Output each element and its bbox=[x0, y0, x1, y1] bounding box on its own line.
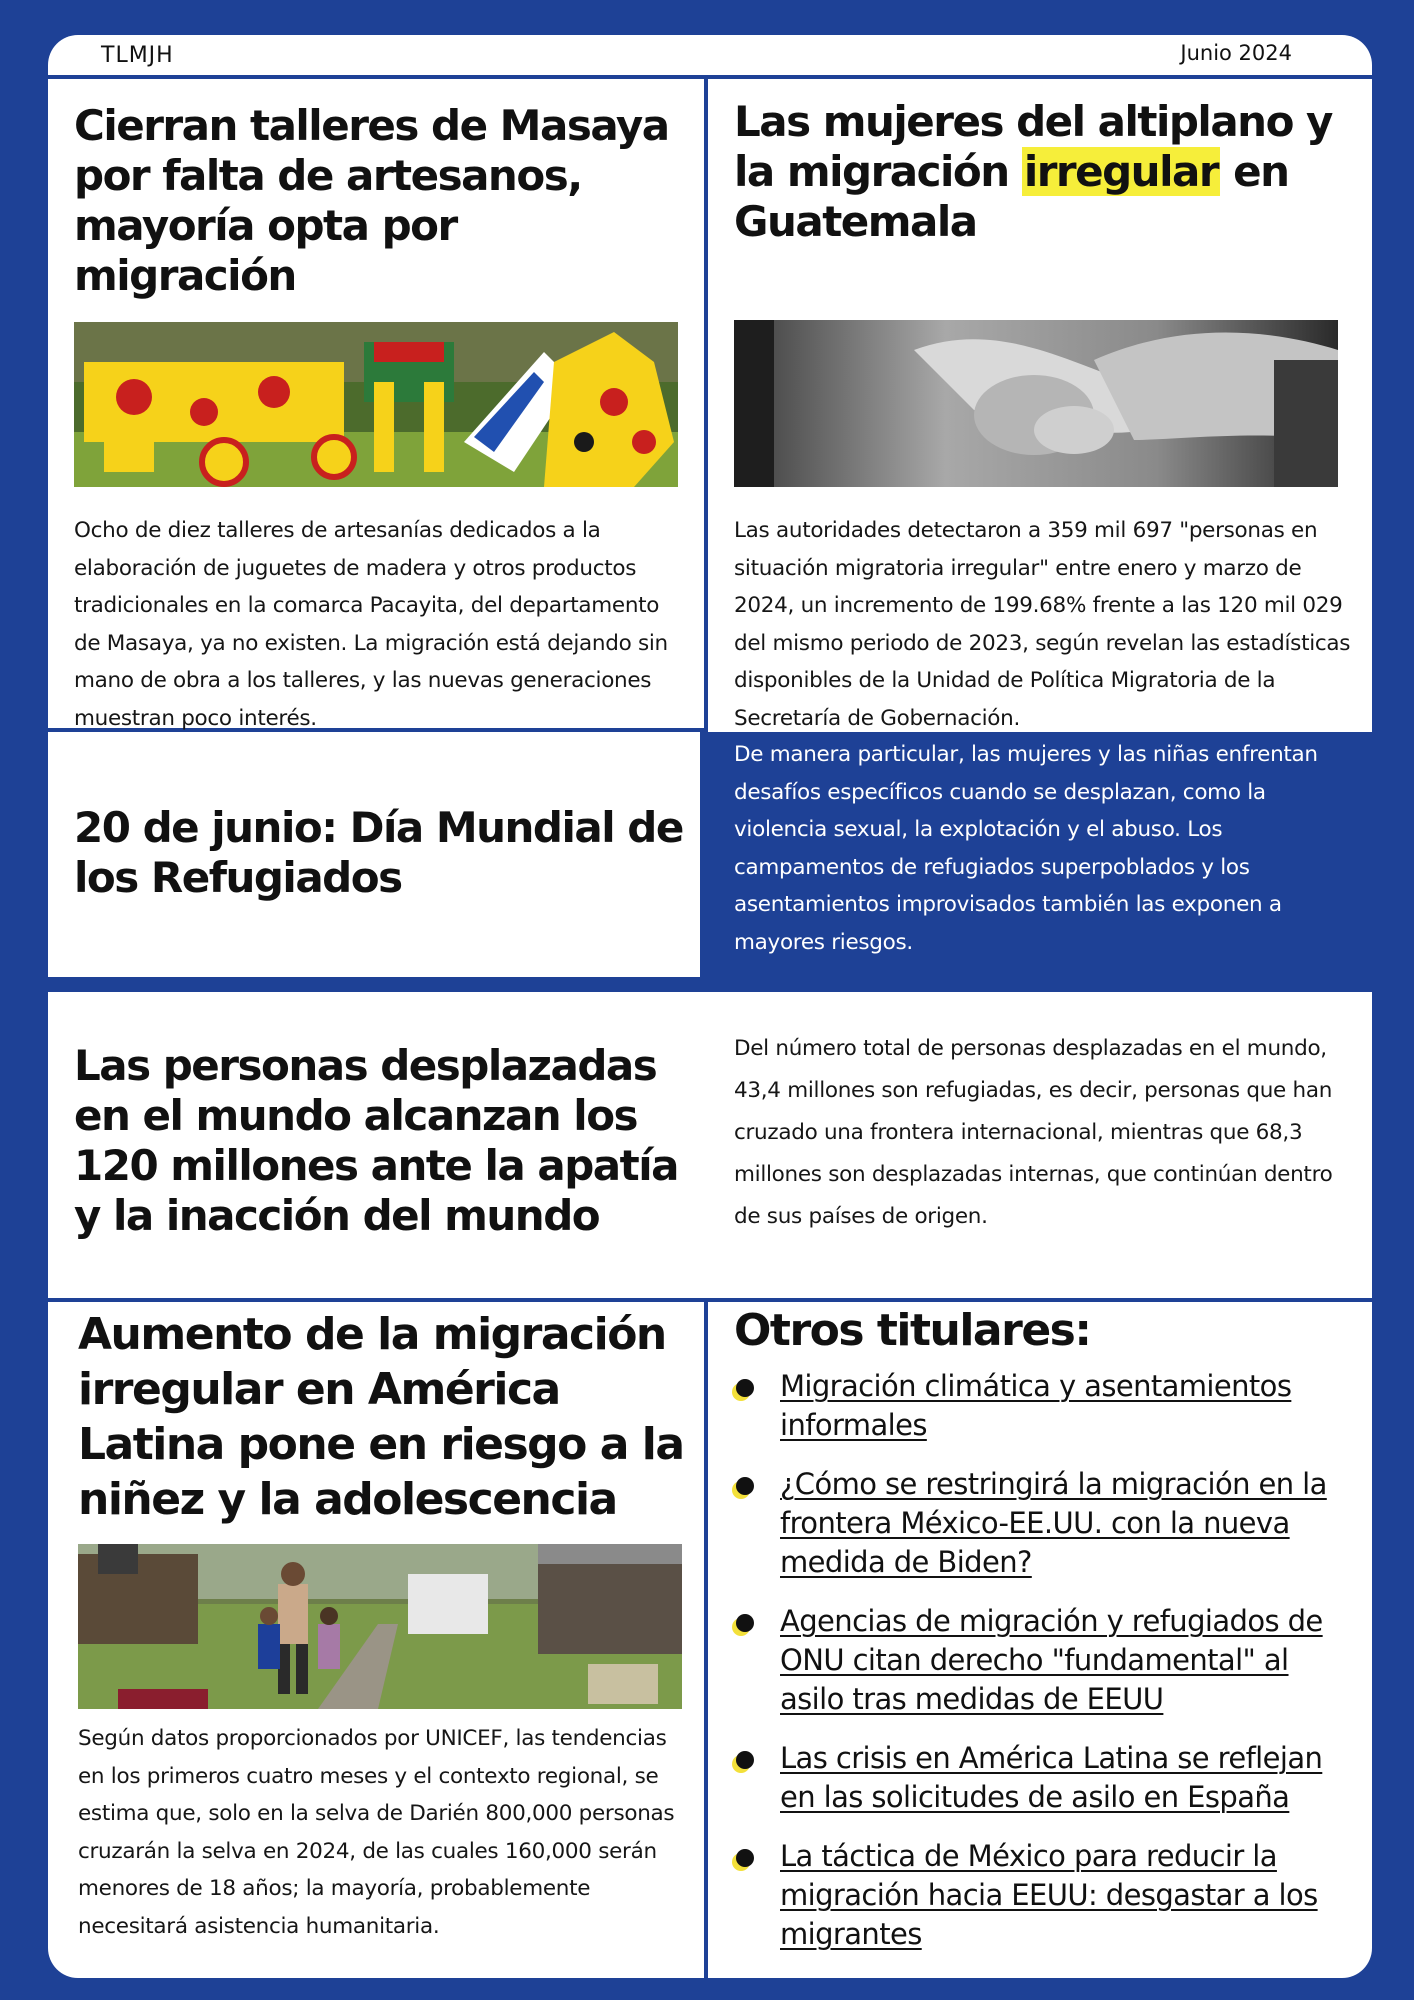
highlighted-word: irregular bbox=[1023, 147, 1219, 196]
bullet-icon bbox=[736, 1849, 754, 1867]
brand-name: TLMJH bbox=[101, 43, 174, 68]
list-item bbox=[734, 1739, 1350, 1817]
refugee-day-panel-blue bbox=[712, 732, 1372, 980]
headline-link-5[interactable]: La táctica de México para reducir la migración hacia EEUU: desgastar a los migrantes bbox=[780, 1839, 1318, 1951]
newsletter-page bbox=[48, 35, 1372, 1978]
article-altiplano-title[interactable] bbox=[734, 97, 1344, 247]
list-item bbox=[734, 1837, 1350, 1954]
refugee-day-body: De manera particular, las mujeres y las niñas enfrentan desafíos específicos cuando se desplazan, como la violencia sexual, la explotación y el abuso. Los campamentos de refugiados superpoblados y los asentamientos improvisados también las exponen a mayores riesgos. bbox=[734, 742, 1318, 955]
refugee-day-title[interactable]: 20 de junio: Día Mundial de los Refugiados bbox=[74, 803, 683, 902]
row-divider-3 bbox=[48, 1298, 1372, 1302]
latam-migration-body: Según datos proporcionados por UNICEF, las tendencias en los primeros cuatro meses y el contexto regional, se estima que, solo en la selva de Darién 800,000 personas cruzarán la selva en 2024, de las cuales 160,000 serán menores de 18 años; la mayoría, probablemente necesitará asistencia humanitaria. bbox=[78, 1726, 675, 1939]
list-item bbox=[734, 1602, 1350, 1719]
band-gap bbox=[700, 732, 712, 980]
bullet-icon bbox=[736, 1477, 754, 1495]
latam-migration-image bbox=[78, 1544, 682, 1709]
other-headlines-title: Otros titulares: bbox=[734, 1305, 1091, 1356]
bullet-icon bbox=[736, 1614, 754, 1632]
latam-migration-title[interactable]: Aumento de la migración irregular en América Latina pone en riesgo a la niñez y la adolescencia bbox=[78, 1309, 684, 1525]
bullet-icon bbox=[736, 1379, 754, 1397]
band-divider bbox=[48, 980, 1372, 992]
headline-link-4[interactable]: Las crisis en América Latina se reflejan en las solicitudes de asilo en España bbox=[780, 1741, 1323, 1814]
article-altiplano-title-start: Las mujeres del altiplano y la migración bbox=[734, 97, 1332, 196]
headline-link-3[interactable]: Agencias de migración y refugiados de ONU citan derecho "fundamental" al asilo tras medidas de EEUU bbox=[780, 1604, 1323, 1716]
list-item bbox=[734, 1465, 1350, 1582]
column-divider-bottom bbox=[704, 1299, 708, 1978]
headline-link-2[interactable]: ¿Cómo se restringirá la migración en la frontera México-EE.UU. con la nueva medida de Biden? bbox=[780, 1467, 1327, 1579]
issue-date: Junio 2024 bbox=[1180, 41, 1292, 65]
wooden-toys-picture bbox=[74, 322, 678, 487]
article-altiplano-title-end: en Guatemala bbox=[734, 147, 1289, 246]
article-altiplano-image bbox=[734, 320, 1338, 487]
headline-link-1[interactable]: Migración climática y asentamientos informales bbox=[780, 1369, 1292, 1442]
column-divider-top bbox=[704, 79, 708, 771]
list-item bbox=[734, 1367, 1350, 1445]
displaced-people-title[interactable]: Las personas desplazadas en el mundo alcanzan los 120 millones ante la apatía y la inacción del mundo bbox=[74, 1041, 678, 1240]
displaced-people-body: Del número total de personas desplazadas en el mundo, 43,4 millones son refugiadas, es decir, personas que han cruzado una frontera internacional, mientras que 68,3 millones son desplazadas internas, que continúan dentro de sus países de origen. bbox=[734, 1036, 1333, 1229]
bullet-icon bbox=[736, 1751, 754, 1769]
article-masaya-image bbox=[74, 322, 678, 487]
holding-hands-picture bbox=[734, 320, 1338, 487]
article-masaya-title[interactable]: Cierran talleres de Masaya por falta de artesanos, mayoría opta por migración bbox=[74, 101, 669, 300]
article-masaya-body: Ocho de diez talleres de artesanías dedicados a la elaboración de juguetes de madera y otros productos tradicionales en la comarca Pacayita, del departamento de Masaya, ya no existen. La migración está dejando sin mano de obra a los talleres, y las nuevas generaciones muestran poco interés. bbox=[74, 518, 668, 731]
header-divider bbox=[48, 75, 1372, 79]
article-altiplano-body: Las autoridades detectaron a 359 mil 697 "personas en situación migratoria irregular" entre enero y marzo de 2024, un incremento de 199.68% frente a las 120 mil 029 del mismo periodo de 2023, según revelan las estadísticas disponibles de la Unidad de Política Migratoria de la Secretaría de Gobernación. bbox=[734, 518, 1351, 731]
other-headlines-list bbox=[734, 1367, 1350, 1974]
camp-picture bbox=[78, 1544, 682, 1709]
